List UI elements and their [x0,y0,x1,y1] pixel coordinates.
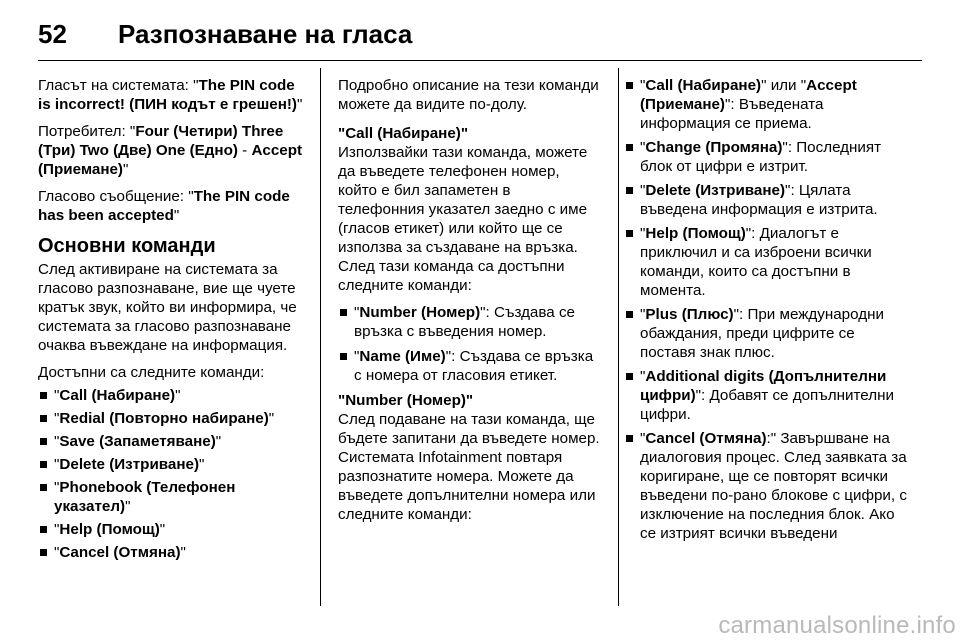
intro-text: Подробно описание на тези команди можете да видите по-долу. [338,77,599,113]
column-divider-2 [618,68,619,606]
section-body: След активиране на системата за гласово разпознаване, вие ще чуете кратък звук, който ви информира, че системата за гласово разпознаване очаква въвеждане на информация. [38,261,297,354]
list-item: "Cancel (Отмяна)" [38,543,306,562]
column-divider-1 [320,68,321,606]
list-intro: Достъпни са следните команди: [38,364,265,381]
user-line: Потребител: "Four (Четири) Three (Три) Two (Две) One (Едно) - Accept (Приемане)" [38,123,303,178]
column-1 [38,76,306,566]
list-item: "Redial (Повторно набиране)" [38,409,306,428]
page-title: Разпознаване на гласа [118,18,413,49]
list-item: "Change (Промяна)": Последният блок от цифри е изтрит. [624,138,912,176]
voice-message-line: Гласово съобщение: "The PIN code has been accepted" [38,188,290,224]
system-voice-line: Гласът на системата: "The PIN code is incorrect! (ПИН кодът е грешен!)" [38,77,303,113]
column-2 [338,76,600,532]
call-options-list [338,303,600,385]
list-item: "Help (Помощ)": Диалогът е приключил и са изброени всички команди, които са достъпни в момента. [624,224,912,300]
column-3 [624,76,912,548]
list-item: "Call (Набиране)" или "Accept (Приемане)": Въведената информация се приема. [624,76,912,133]
page-header [38,14,412,54]
number-options-list [624,76,912,543]
page-number: 52 [38,18,67,49]
list-item: "Save (Запаметяване)" [38,432,306,451]
list-item: "Phonebook (Телефонен указател)" [38,478,306,516]
command-list [38,386,306,562]
section-heading: Основни команди [38,235,216,257]
list-item: "Name (Име)": Създава се връзка с номера от гласовия етикет. [338,347,600,385]
list-item: "Cancel (Отмяна):" Завършване на диалоговия процес. След заявката за коригиране, ще се повторят всички въведени по-рано блокове с цифри, с изключение на последния блок. Ако се изтрият всички въведени [624,429,912,543]
list-item: "Call (Набиране)" [38,386,306,405]
call-heading: "Call (Набиране)" [338,125,469,142]
list-item: "Help (Помощ)" [38,520,306,539]
watermark: carmanualsonline.info [718,612,956,639]
list-item: "Delete (Изтриване)": Цялата въведена информация е изтрита. [624,181,912,219]
list-item: "Number (Номер)": Създава се връзка с въведения номер. [338,303,600,341]
number-heading: "Number (Номер)" [338,392,474,409]
list-item: "Additional digits (Допълнителни цифри)": Добавят се допълнителни цифри. [624,367,912,424]
header-rule [38,60,922,61]
number-body: След подаване на тази команда, ще бъдете запитани да въведете номер. Системата Infotainment повтаря разпознатите номера. Можете да въведете допълнителни номера или следните команди: [338,411,600,523]
list-item: "Plus (Плюс)": При международни обаждания, преди цифрите се поставя знак плюс. [624,305,912,362]
list-item: "Delete (Изтриване)" [38,455,306,474]
call-body: Използвайки тази команда, можете да въведете телефонен номер, който е бил запаметен в телефонния указател заедно с име (гласов етикет) или който ще се използва за създаване на връзка. След тази команда са достъпни следните команди: [338,144,588,294]
